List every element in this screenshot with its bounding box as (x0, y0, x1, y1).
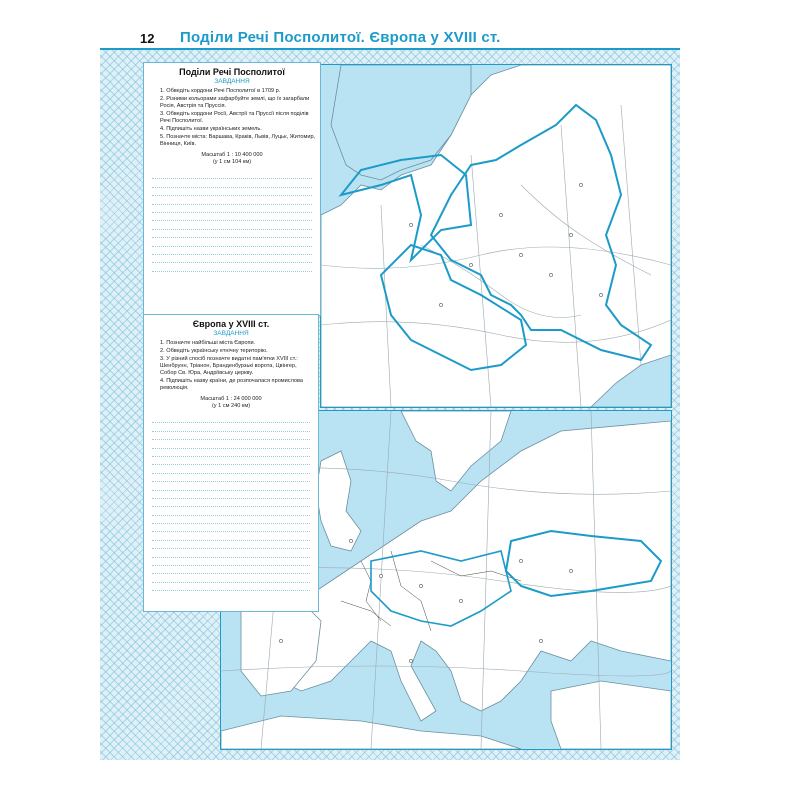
task-item: 3. Обведіть кордони Росії, Австрії та Пруссії після поділів Речі Посполитої. (160, 111, 309, 124)
panel-heading: Європа у XVIII ст. (192, 319, 270, 329)
task-item: 5. Позначте міста: Варшава, Краків, Львів, Луцьк, Житомир, Вінниця, Київ. (160, 134, 316, 147)
partitions-map (320, 64, 672, 408)
map-scale: Масштаб 1 : 24 000 000 (200, 396, 262, 402)
page-title: Поділи Речі Посполитої. Європа у XVIII ст. (180, 29, 501, 46)
task-item: 2. Різними кольорами зафарбуйте землі, що їх загарбали Росія, Австрія та Пруссія. (160, 96, 310, 109)
map-scale-note: (у 1 см 104 км) (212, 158, 252, 165)
europe-task-panel (143, 314, 319, 612)
task-item: 3. У різний спосіб позначте видатні пам'ятки XVIII ст.: Шенбрунн, Тріанон, Бранденбурзькі ворота, Цвінгер, Собор Св. Юра, Андріївську церкву. (160, 356, 298, 376)
map-scale: Масштаб 1 : 10 400 000 (201, 152, 263, 158)
panel-heading: Поділи Речі Посполитої (179, 67, 285, 77)
task-item: 1. Обведіть кордони Речі Посполитої в 1709 р. (160, 88, 281, 94)
answer-lines (152, 415, 310, 591)
partitions-map-drawing (321, 65, 671, 407)
british-isles (316, 451, 361, 551)
tasks-label: ЗАВДАННЯ (213, 330, 249, 337)
map-scale-note: (у 1 см 240 км) (211, 402, 251, 409)
asia-minor (551, 681, 671, 749)
task-item: 4. Підпишіть назву країни, де розпочалася промислова революція. (160, 378, 304, 391)
partitions-task-panel (143, 62, 321, 316)
task-item: 1. Позначте найбільші міста Європи. (160, 340, 256, 346)
answer-lines (152, 171, 312, 272)
task-item: 2. Обведіть українську етнічну територію. (160, 348, 268, 354)
tasks-label: ЗАВДАННЯ (214, 78, 250, 85)
task-item: 4. Підпишіть назви українських земель. (160, 126, 262, 132)
page-number: 12 (140, 31, 155, 46)
